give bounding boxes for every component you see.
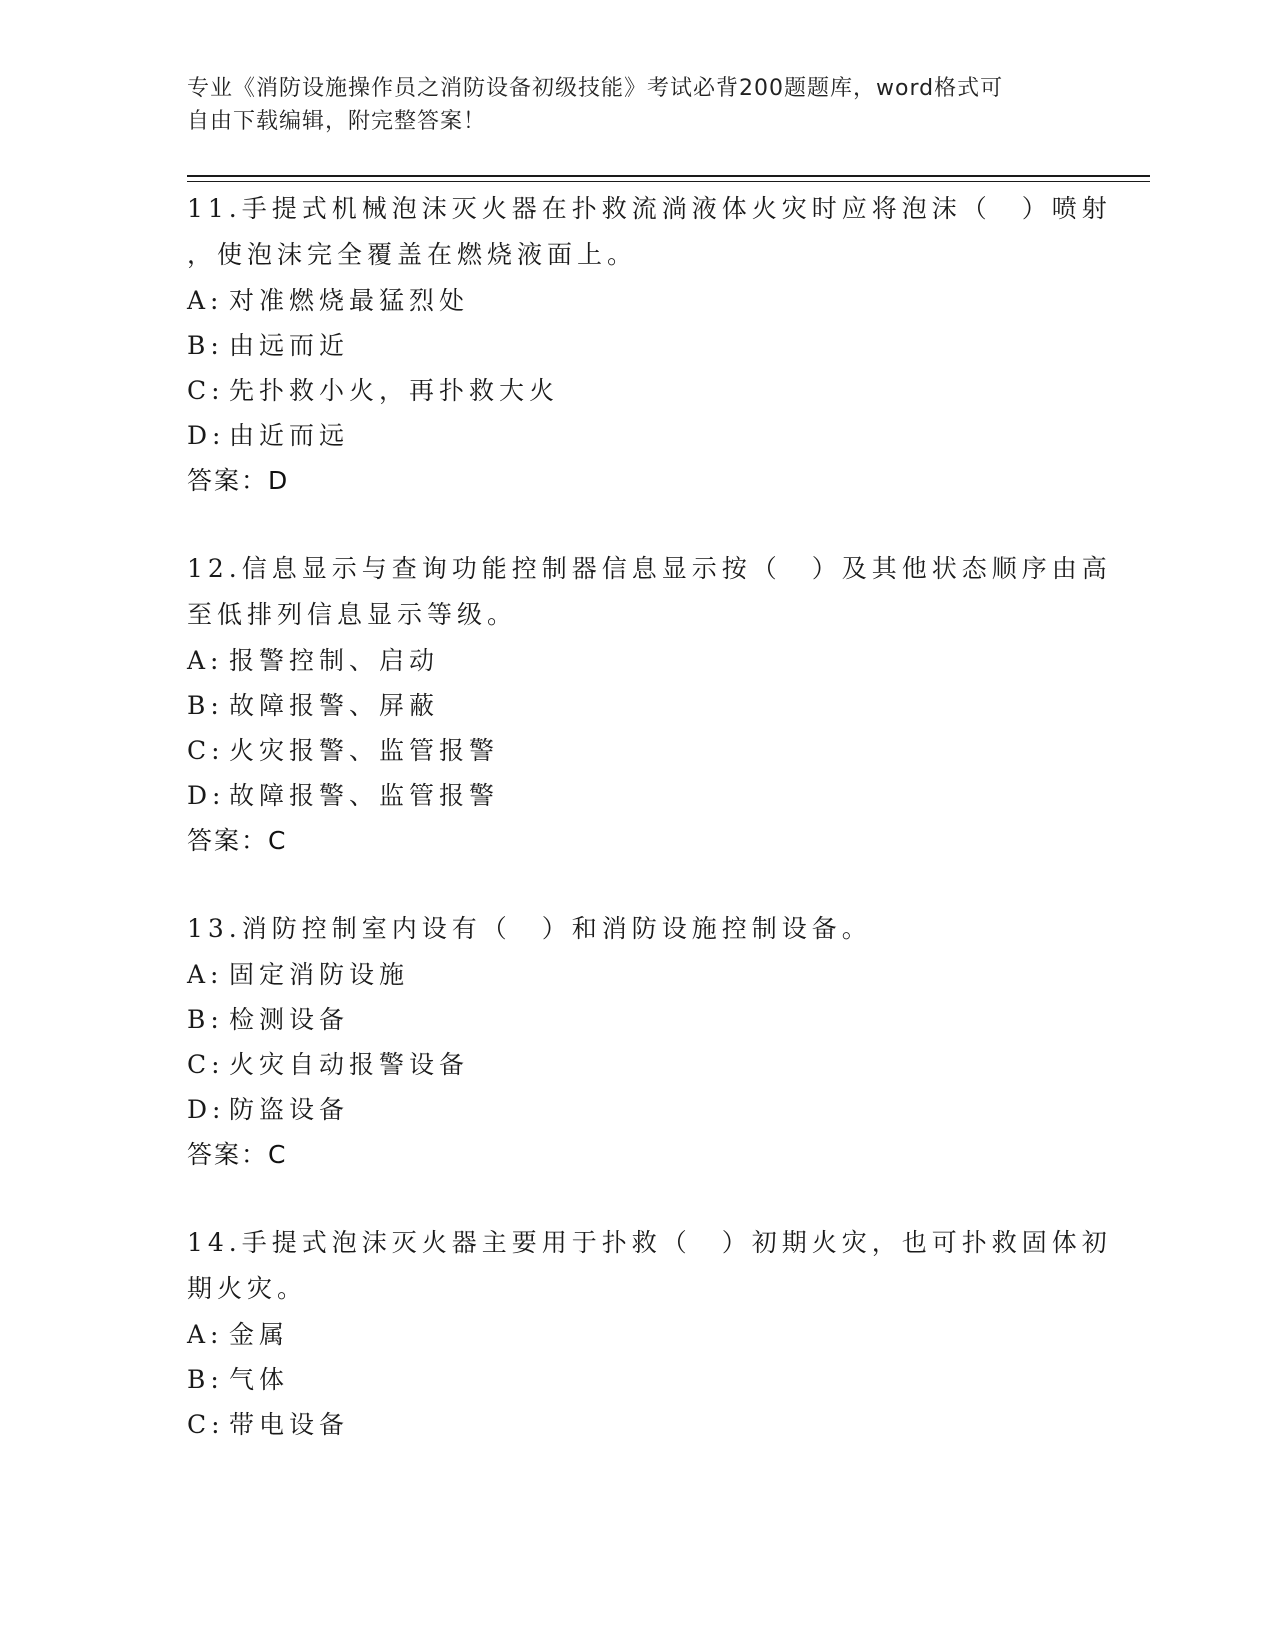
option-text: 火灾报警、监管报警 [229, 736, 500, 765]
option-a [187, 1312, 1087, 1357]
answer-label: 答案：D [187, 466, 290, 495]
answer-label: 答案：C [187, 1140, 288, 1169]
question-stem-line: 至低排列信息显示等级。 [187, 600, 518, 629]
option-key: C: [187, 1410, 225, 1439]
header-divider-thin [187, 181, 1150, 182]
option-key: C: [187, 376, 225, 405]
question-stem [187, 186, 1112, 278]
question-item [187, 1220, 1112, 1447]
question-stem-line: 13.消防控制室内设有（ ）和消防设施控制设备。 [187, 914, 872, 943]
option-text: 带电设备 [229, 1410, 350, 1439]
option-text: 故障报警、监管报警 [229, 781, 500, 810]
option-key: A: [187, 286, 224, 315]
option-key: A: [187, 646, 224, 675]
option-a [187, 952, 1087, 997]
option-text: 故障报警、屏蔽 [229, 691, 440, 720]
question-item [187, 906, 1087, 1178]
question-stem [187, 1220, 1112, 1312]
option-c [187, 728, 1087, 773]
option-text: 先扑救小火，再扑救大火 [229, 376, 560, 405]
option-b [187, 1357, 1087, 1402]
header-line-2: 自由下载编辑，附完整答案！ [187, 109, 487, 134]
option-key: B: [187, 1005, 224, 1034]
question-stem-line: 11.手提式机械泡沫灭火器在扑救流淌液体火灾时应将泡沫（ ）喷射 [187, 194, 1112, 223]
question-item [187, 546, 1112, 864]
option-text: 防盗设备 [229, 1095, 350, 1124]
question-list [187, 186, 1112, 1489]
answer-label: 答案：C [187, 826, 288, 855]
option-key: B: [187, 1365, 224, 1394]
option-d [187, 773, 1087, 818]
option-b [187, 997, 1087, 1042]
option-text: 由远而近 [229, 331, 350, 360]
option-c [187, 1042, 1087, 1087]
option-a [187, 638, 1087, 683]
question-stem-line: 14.手提式泡沫灭火器主要用于扑救（ ）初期火灾，也可扑救固体初 [187, 1228, 1112, 1257]
option-key: B: [187, 691, 224, 720]
question-stem-line: 期火灾。 [187, 1274, 308, 1303]
option-b [187, 683, 1087, 728]
option-text: 固定消防设施 [229, 960, 410, 989]
option-d [187, 413, 1087, 458]
option-key: A: [187, 1320, 224, 1349]
question-stem [187, 906, 1087, 952]
question-item [187, 186, 1112, 504]
option-text: 由近而远 [229, 421, 350, 450]
option-text: 检测设备 [229, 1005, 350, 1034]
option-a [187, 278, 1087, 323]
question-stem [187, 546, 1112, 638]
option-key: B: [187, 331, 224, 360]
option-b [187, 323, 1087, 368]
option-key: D: [187, 1095, 226, 1124]
question-stem-line: 12.信息显示与查询功能控制器信息显示按（ ）及其他状态顺序由高 [187, 554, 1112, 583]
header-line-1: 专业《消防设施操作员之消防设备初级技能》考试必背200题题库，word格式可 [187, 76, 1004, 101]
header-divider-thick [187, 175, 1150, 177]
option-text: 对准燃烧最猛烈处 [229, 286, 470, 315]
document-header [187, 72, 1067, 138]
option-text: 报警控制、启动 [229, 646, 440, 675]
option-key: C: [187, 736, 225, 765]
option-key: D: [187, 421, 226, 450]
option-d [187, 1087, 1087, 1132]
option-c [187, 368, 1087, 413]
option-text: 气体 [229, 1365, 290, 1394]
option-text: 火灾自动报警设备 [229, 1050, 470, 1079]
question-stem-line: ，使泡沫完全覆盖在燃烧液面上。 [187, 240, 638, 269]
option-c [187, 1402, 1087, 1447]
option-key: D: [187, 781, 226, 810]
option-key: A: [187, 960, 224, 989]
option-text: 金属 [229, 1320, 290, 1349]
option-key: C: [187, 1050, 225, 1079]
